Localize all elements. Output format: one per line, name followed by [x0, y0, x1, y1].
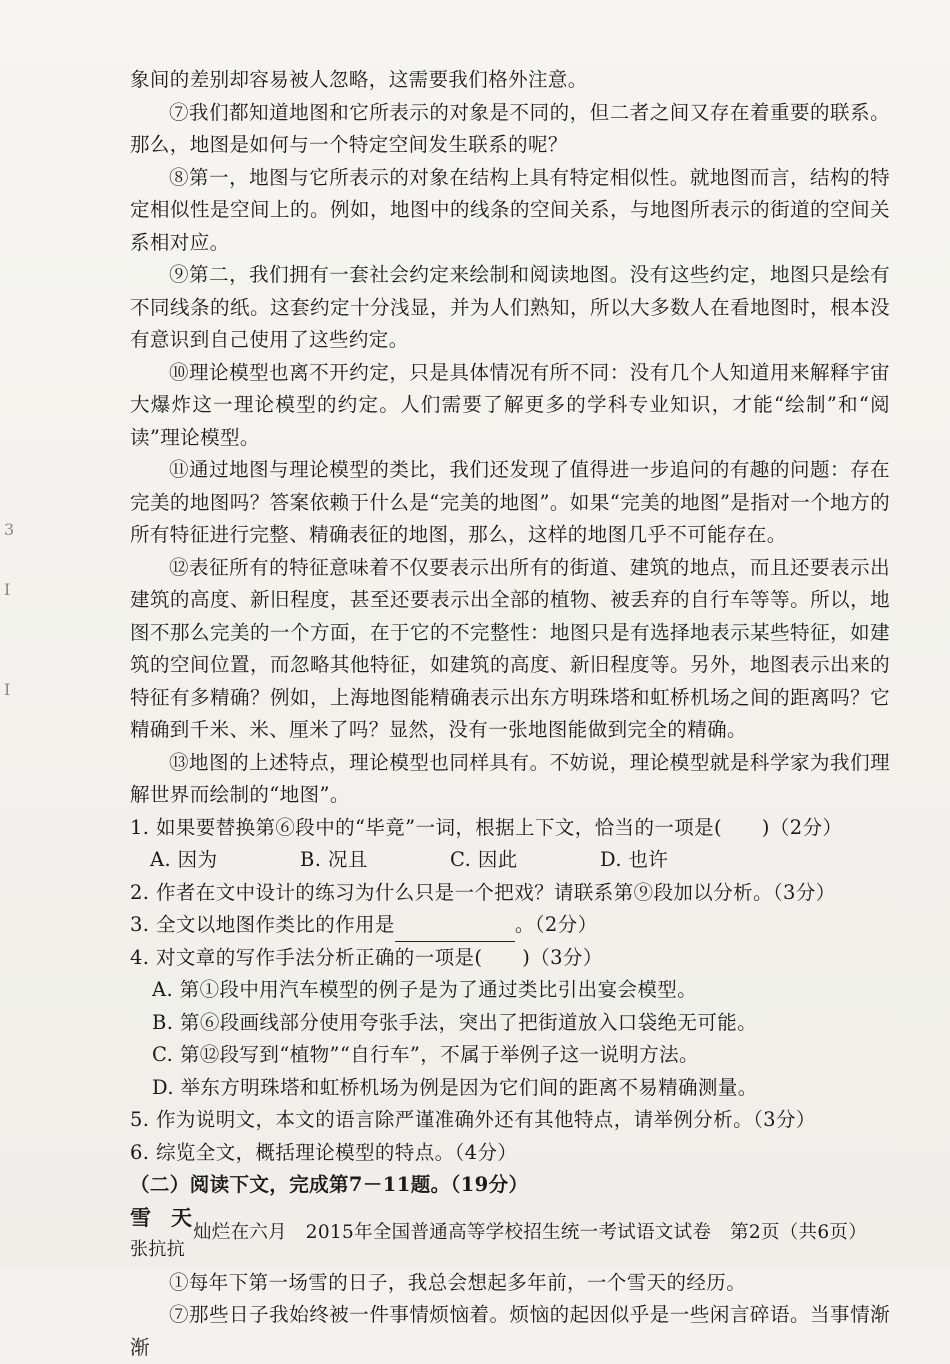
- question-3-stem: 3. 全文以地图作类比的作用是: [130, 913, 395, 936]
- question-4-option-d: D. 举东方明珠塔和虹桥机场为例是因为它们间的距离不易精确测量。: [152, 1075, 758, 1099]
- option-c: C. 因此: [450, 848, 518, 871]
- option-d: D. 也许: [600, 848, 669, 871]
- question-5: 5. 作为说明文，本文的语言除严谨准确外还有其他特点，请举例分析。（3分）: [130, 1108, 816, 1131]
- continued-line: 象间的差别却容易被人忽略，这需要我们格外注意。: [130, 68, 588, 91]
- answer-blank: [395, 921, 515, 942]
- paragraph-7: ⑦我们都知道地图和它所表示的对象是不同的，但二者之间又存在着重要的联系。那么，地图是如何与一个特定空间发生联系的呢？: [130, 100, 890, 156]
- question-1-options: [130, 844, 890, 877]
- paragraph-12: ⑫表征所有的特征意味着不仅要表示出所有的街道、建筑的地点，而且还要表示出建筑的高度、新旧程度，甚至还要表示出全部的植物、被丢弃的自行车等等。所以，地图不那么完美的一个方面，在于它的不完整性：地图只是有选择地表示某些特征，如建筑的空间位置，而忽略其他特征，如建筑的高度、新旧程度等。另外，地图表示出来的特征有多精确？例如，上海地图能精确表示出东方明珠塔和虹桥机场之间的距离吗？它精确到千米、米、厘米了吗？显然，没有一张地图能做到完全的精确。: [130, 555, 890, 741]
- story-paragraph-2: ⑦那些日子我始终被一件事情烦恼着。烦恼的起因似乎是一些闲言碎语。当事情渐渐: [130, 1303, 890, 1359]
- question-6: 6. 综览全文，概括理论模型的特点。（4分）: [130, 1140, 518, 1164]
- story-paragraph-1: ①每年下第一场雪的日子，我总会想起多年前，一个雪天的经历。: [169, 1270, 747, 1294]
- question-1: 1. 如果要替换第⑥段中的“毕竟”一词，根据上下文，恰当的一项是( )（2分）: [130, 815, 843, 839]
- section-two-heading: （二）阅读下文，完成第7－11题。（19分）: [130, 1173, 529, 1196]
- question-4-option-c: C. 第⑫段写到“植物”“自行车”，不属于举例子这一说明方法。: [152, 1043, 699, 1066]
- exam-content: [130, 64, 890, 1364]
- question-3-score: 。（2分）: [514, 913, 598, 936]
- paragraph-11: ⑪通过地图与理论模型的类比，我们还发现了值得进一步追问的有趣的问题：存在完美的地图吗？答案依赖于什么是“完美的地图”。如果“完美的地图”是指对一个地方的所有特征进行完整、精确表征的地图，那么，这样的地图几乎不可能存在。: [130, 458, 890, 546]
- binding-edge-mark: 3: [4, 520, 15, 539]
- story-author: 张抗抗: [130, 1239, 186, 1260]
- question-4: 4. 对文章的写作手法分析正确的一项是( )（3分）: [130, 945, 603, 969]
- question-2: 2. 作者在文中设计的练习为什么只是一个把戏？请联系第⑨段加以分析。（3分）: [130, 880, 836, 904]
- paragraph-9: ⑨第二，我们拥有一套社会约定来绘制和阅读地图。没有这些约定，地图只是绘有不同线条的纸。这套约定十分浅显，并为人们熟知，所以大多数人在看地图时，根本没有意识到自己使用了这些约定。: [130, 263, 890, 351]
- paragraph-13: ⑬地图的上述特点，理论模型也同样具有。不妨说，理论模型就是科学家为我们理解世界而绘制的“地图”。: [130, 750, 890, 806]
- paragraph-10: ⑩理论模型也离不开约定，只是具体情况有所不同：没有几个人知道用来解释宇宙大爆炸这一理论模型的约定。人们需要了解更多的学科专业知识，才能“绘制”和“阅读”理论模型。: [130, 360, 890, 449]
- paragraph-8: ⑧第一，地图与它所表示的对象在结构上具有特定相似性。就地图而言，结构的特定相似性是空间上的。例如，地图中的线条的空间关系，与地图所表示的街道的空间关系相对应。: [130, 165, 890, 254]
- question-3: [130, 909, 890, 942]
- page-footer: 灿烂在六月 2015年全国普通高等学校招生统一考试语文试卷 第2页（共6页）: [192, 1222, 868, 1243]
- option-b: B. 况且: [300, 848, 368, 871]
- binding-edge-mark: I: [4, 580, 11, 599]
- question-4-option-a: A. 第①段中用汽车模型的例子是为了通过类比引出宴会模型。: [152, 978, 698, 1001]
- story-title: 雪天: [130, 1204, 212, 1230]
- binding-edge-mark: I: [4, 680, 11, 699]
- question-4-option-b: B. 第⑥段画线部分使用夸张手法，突出了把街道放入口袋绝无可能。: [152, 1010, 758, 1034]
- option-a: A. 因为: [150, 848, 218, 871]
